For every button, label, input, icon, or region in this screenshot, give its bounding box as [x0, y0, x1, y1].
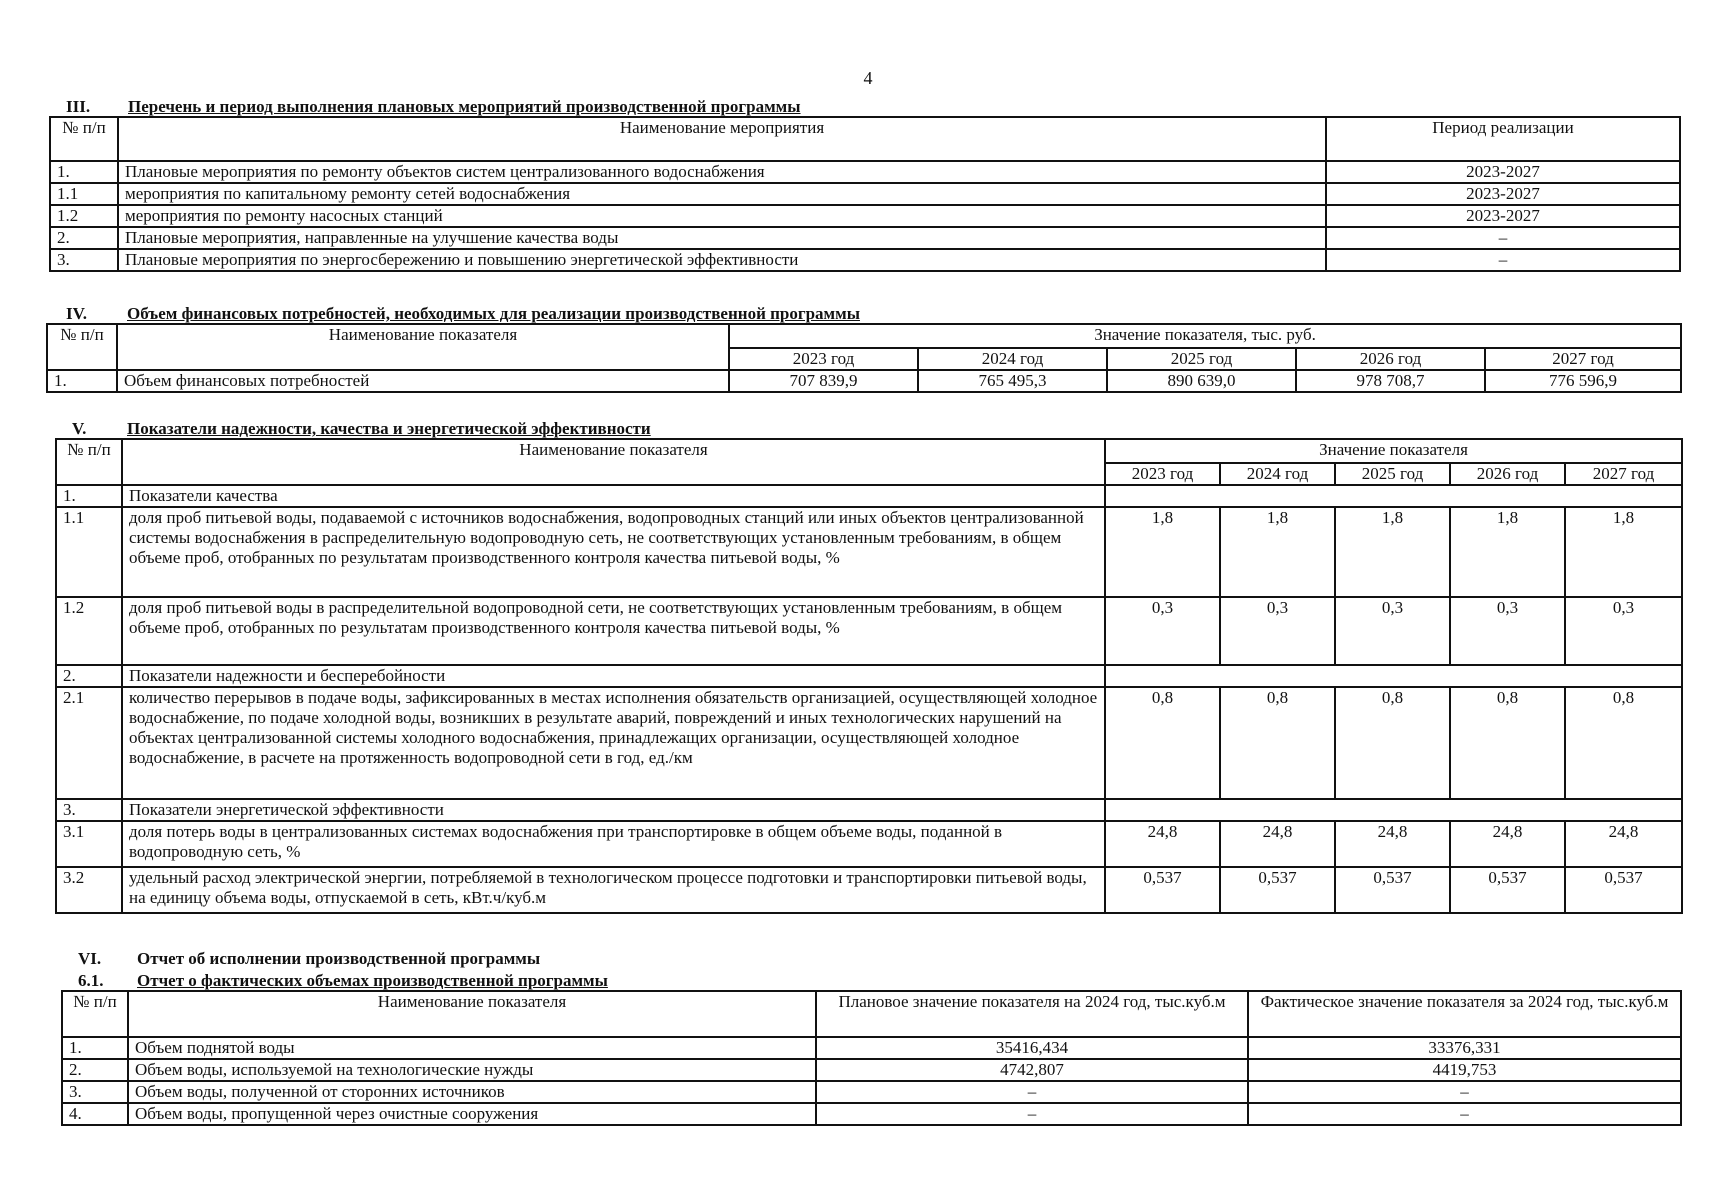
section-5-heading [72, 419, 651, 438]
row-value: 776 596,9 [1485, 370, 1681, 392]
row-num: 1. [56, 485, 122, 507]
row-num: 3. [62, 1081, 128, 1103]
header-name: Наименование мероприятия [118, 117, 1326, 161]
section-6-1-title: Отчет о фактических объемах производственной программы [137, 971, 608, 990]
header-year: 2024 год [918, 348, 1107, 370]
table-header-row [62, 991, 1681, 1037]
table-row [50, 161, 1680, 183]
row-name: Объем финансовых потребностей [117, 370, 729, 392]
row-value: 765 495,3 [918, 370, 1107, 392]
header-year: 2025 год [1335, 463, 1450, 485]
section-6-number: VI. [78, 949, 102, 968]
row-num: 3.2 [56, 867, 122, 913]
row-value: 0,3 [1105, 597, 1220, 665]
table-row [62, 1059, 1681, 1081]
row-num: 3. [56, 799, 122, 821]
row-num: 4. [62, 1103, 128, 1125]
section-4-table [46, 323, 1682, 393]
row-value: 0,8 [1450, 687, 1565, 799]
row-value: 0,8 [1220, 687, 1335, 799]
header-year: 2027 год [1485, 348, 1681, 370]
header-year: 2026 год [1296, 348, 1485, 370]
header-year: 2026 год [1450, 463, 1565, 485]
row-value: 0,537 [1335, 867, 1450, 913]
row-num: 1. [47, 370, 117, 392]
header-value: Значение показателя, тыс. руб. [729, 324, 1681, 348]
row-name: удельный расход электрической энергии, потребляемой в технологическом процессе подготовки и транспортировки питьевой воды, на единицу объема воды, отпускаемой в сеть, кВт.ч/куб.м [122, 867, 1105, 913]
section-3-title: Перечень и период выполнения плановых мероприятий производственной программы [128, 97, 801, 116]
row-value: 0,8 [1105, 687, 1220, 799]
row-value: 0,537 [1450, 867, 1565, 913]
table-row [50, 249, 1680, 271]
header-num: № п/п [47, 324, 117, 370]
table-row [62, 1037, 1681, 1059]
row-value: 0,3 [1565, 597, 1682, 665]
header-period: Период реализации [1326, 117, 1680, 161]
table-row [50, 183, 1680, 205]
row-fact: – [1248, 1103, 1681, 1125]
row-num: 3. [50, 249, 118, 271]
group-row [56, 799, 1682, 821]
row-name: Объем воды, пропущенной через очистные сооружения [128, 1103, 816, 1125]
row-value: 978 708,7 [1296, 370, 1485, 392]
row-num: 2. [56, 665, 122, 687]
section-5-table [55, 438, 1683, 914]
row-value: 0,3 [1335, 597, 1450, 665]
row-num: 1. [50, 161, 118, 183]
table-header-row [47, 324, 1681, 348]
section-4-heading [66, 304, 860, 323]
header-num: № п/п [62, 991, 128, 1037]
row-value: 0,8 [1335, 687, 1450, 799]
row-value: 0,537 [1220, 867, 1335, 913]
row-value: 1,8 [1220, 507, 1335, 597]
header-fact: Фактическое значение показателя за 2024 год, тыс.куб.м [1248, 991, 1681, 1037]
section-5-title: Показатели надежности, качества и энергетической эффективности [127, 419, 651, 438]
group-row [56, 485, 1682, 507]
row-plan: 35416,434 [816, 1037, 1248, 1059]
row-fact: 4419,753 [1248, 1059, 1681, 1081]
section-3-number: III. [66, 97, 91, 116]
row-period: – [1326, 249, 1680, 271]
row-value: 707 839,9 [729, 370, 918, 392]
row-value: 24,8 [1220, 821, 1335, 867]
row-name: Плановые мероприятия по энергосбережению и повышению энергетической эффективности [118, 249, 1326, 271]
row-name: Показатели энергетической эффективности [122, 799, 1105, 821]
row-value: 0,8 [1565, 687, 1682, 799]
group-row [56, 665, 1682, 687]
row-name: Показатели надежности и бесперебойности [122, 665, 1105, 687]
row-name: количество перерывов в подаче воды, зафиксированных в местах исполнения обязательств организацией, осуществляющей холодное водоснабжение, по подаче холодной воды, возникших в результате аварий, повреждений и иных технологических нарушений на объектах централизованной системы холодного водоснабжения, принадлежащих организации, осуществляющей холодное водоснабжение, в расчете на протяженность водопроводной сети в год, ед./км [122, 687, 1105, 799]
table-row [50, 227, 1680, 249]
header-year: 2024 год [1220, 463, 1335, 485]
section-6-title: Отчет об исполнении производственной программы [137, 949, 541, 968]
header-num: № п/п [50, 117, 118, 161]
row-value: 1,8 [1450, 507, 1565, 597]
row-num: 3.1 [56, 821, 122, 867]
row-name: Плановые мероприятия, направленные на улучшение качества воды [118, 227, 1326, 249]
section-4-title: Объем финансовых потребностей, необходимых для реализации производственной программы [127, 304, 860, 323]
table-row [62, 1103, 1681, 1125]
row-num: 2. [50, 227, 118, 249]
row-fact: 33376,331 [1248, 1037, 1681, 1059]
header-name: Наименование показателя [128, 991, 816, 1037]
table-row [62, 1081, 1681, 1103]
table-row [50, 205, 1680, 227]
row-name: Плановые мероприятия по ремонту объектов систем централизованного водоснабжения [118, 161, 1326, 183]
row-period: – [1326, 227, 1680, 249]
row-period: 2023-2027 [1326, 205, 1680, 227]
row-value: 24,8 [1105, 821, 1220, 867]
row-name: доля проб питьевой воды, подаваемой с источников водоснабжения, водопроводных станций или иных объектов централизованной системы водоснабжения в распределительную водопроводную сеть, не соответствующих установленным требованиям, в общем объеме проб, отобранных по результатам производственного контроля качества питьевой воды, % [122, 507, 1105, 597]
row-num: 1.2 [56, 597, 122, 665]
table-header-row [56, 439, 1682, 463]
row-period: 2023-2027 [1326, 183, 1680, 205]
section-6-heading [78, 949, 541, 968]
header-plan: Плановое значение показателя на 2024 год, тыс.куб.м [816, 991, 1248, 1037]
header-name: Наименование показателя [122, 439, 1105, 485]
row-value: 24,8 [1565, 821, 1682, 867]
header-num: № п/п [56, 439, 122, 485]
row-num: 2.1 [56, 687, 122, 799]
row-value: 1,8 [1565, 507, 1682, 597]
row-plan: – [816, 1081, 1248, 1103]
row-value: 0,537 [1105, 867, 1220, 913]
header-year: 2025 год [1107, 348, 1296, 370]
row-period: 2023-2027 [1326, 161, 1680, 183]
row-value: 0,3 [1220, 597, 1335, 665]
page-number: 4 [863, 68, 873, 88]
row-empty [1105, 799, 1682, 821]
row-name: мероприятия по капитальному ремонту сетей водоснабжения [118, 183, 1326, 205]
section-5-number: V. [72, 419, 87, 438]
row-fact: – [1248, 1081, 1681, 1103]
row-num: 1.1 [56, 507, 122, 597]
table-row [47, 370, 1681, 392]
section-6-1-heading [78, 971, 608, 990]
row-empty [1105, 485, 1682, 507]
row-plan: – [816, 1103, 1248, 1125]
table-header-row [50, 117, 1680, 161]
row-value: 1,8 [1105, 507, 1220, 597]
row-name: доля потерь воды в централизованных системах водоснабжения при транспортировке в общем объеме воды, поданной в водопроводную сеть, % [122, 821, 1105, 867]
row-name: Объем поднятой воды [128, 1037, 816, 1059]
row-name: Объем воды, используемой на технологические нужды [128, 1059, 816, 1081]
header-value: Значение показателя [1105, 439, 1682, 463]
table-row [56, 821, 1682, 867]
row-num: 2. [62, 1059, 128, 1081]
row-num: 1.1 [50, 183, 118, 205]
row-value: 1,8 [1335, 507, 1450, 597]
row-value: 24,8 [1335, 821, 1450, 867]
row-value: 0,537 [1565, 867, 1682, 913]
header-year: 2027 год [1565, 463, 1682, 485]
row-name: доля проб питьевой воды в распределительной водопроводной сети, не соответствующих установленным требованиям, в общем объеме проб, отобранных по результатам производственного контроля качества питьевой воды, % [122, 597, 1105, 665]
section-4-number: IV. [66, 304, 87, 323]
row-plan: 4742,807 [816, 1059, 1248, 1081]
header-name: Наименование показателя [117, 324, 729, 370]
table-row [56, 867, 1682, 913]
header-year: 2023 год [729, 348, 918, 370]
table-row [56, 687, 1682, 799]
section-3-table [49, 116, 1681, 272]
section-6-table [61, 990, 1682, 1126]
row-value: 0,3 [1450, 597, 1565, 665]
row-value: 890 639,0 [1107, 370, 1296, 392]
header-year: 2023 год [1105, 463, 1220, 485]
row-num: 1. [62, 1037, 128, 1059]
row-name: Показатели качества [122, 485, 1105, 507]
row-value: 24,8 [1450, 821, 1565, 867]
section-6-1-number: 6.1. [78, 971, 104, 990]
row-name: мероприятия по ремонту насосных станций [118, 205, 1326, 227]
row-num: 1.2 [50, 205, 118, 227]
table-row [56, 507, 1682, 597]
row-name: Объем воды, полученной от сторонних источников [128, 1081, 816, 1103]
row-empty [1105, 665, 1682, 687]
section-3-heading [66, 97, 801, 116]
table-row [56, 597, 1682, 665]
